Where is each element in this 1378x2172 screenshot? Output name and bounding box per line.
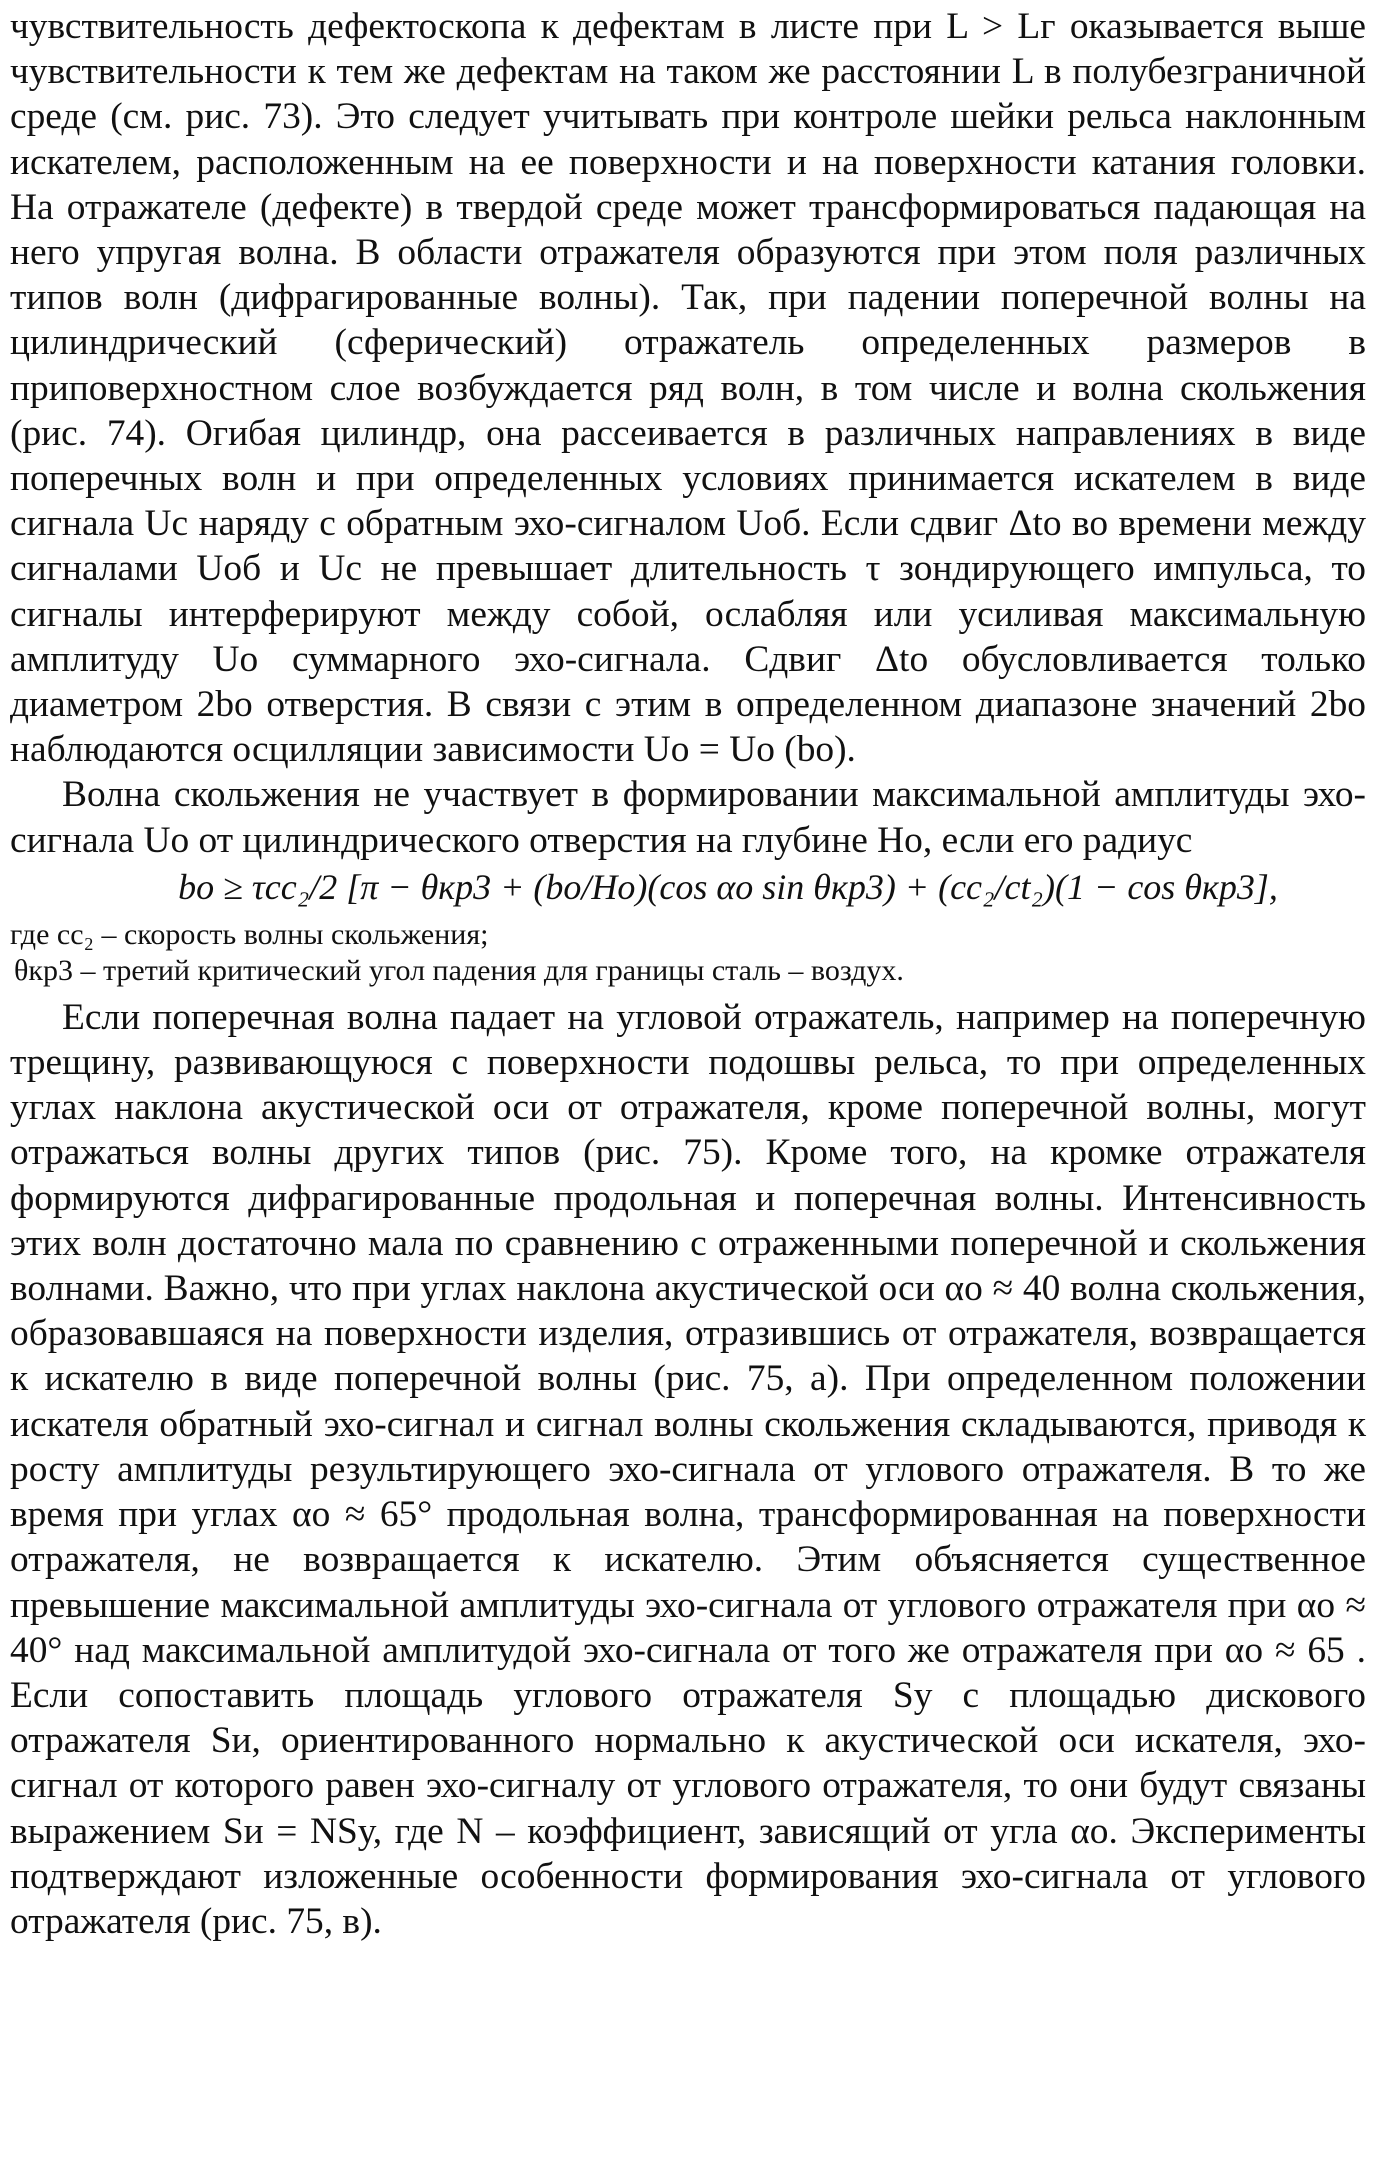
paragraph-3: Если поперечная волна падает на угловой отражатель, например на поперечную трещину, развивающуюся с поверхности подошвы рельса, то при определенных углах наклона акустической оси от отражателя, кроме поперечной волны, могут отражаться волны других типов (рис. 75). Кроме того, на кромке отражателя формируются дифрагированные продольная и поперечная волны. Интенсивность этих волн достаточно мала по сравнению с отраженными поперечной и скольжения волнами. Важно, что при углах наклона акустической оси αо ≈ 40 волна скольжения, образовавшаяся на поверхности изделия, отразившись от отражателя, возвращается к искателю в виде поперечной волны (рис. 75, а). При определенном положении искателя обратный эхо-сигнал и сигнал волны скольжения складываются, приводя к росту амплитуды результирующего эхо-сигнала от углового отражателя. В то же время при углах αо ≈ 65° продольная волна, трансформированная на поверхности отражателя, не возвращается к искателю. Этим объясняется существенное превышение максимальной амплитуды эхо-сигнала от углового отражателя при αо ≈ 40° над максимальной амплитудой эхо-сигнала от того же отражателя при αо ≈ 65 . Если сопоставить площадь углового отражателя Sу с площадью дискового отражателя Sи, ориентированного нормально к акустической оси искателя, эхо-сигнал от которого равен эхо-сигналу от углового отражателя, то они будут связаны выражением Sи = NSу, где N – коэффициент, зависящий от угла αо. Эксперименты подтверждают изложенные особенности формирования эхо-сигнала от углового отражателя (рис. 75, в). [10,996,1366,1942]
definition-cc2: где cc₂ – скорость волны скольжения; [10,917,489,951]
formula-definitions [10,917,1366,989]
paragraph-1: чувствительность дефектоскопа к дефектам в листе при L > Lг оказывается выше чувствительности к тем же дефектам на таком же расстоянии L в полубезграничной среде (см. рис. 73). Это следует учитывать при контроле шейки рельса наклонным искателем, расположенным на ее поверхности и на поверхности катания головки. На отражателе (дефекте) в твердой среде может трансформироваться падающая на него упругая волна. В области отражателя образуются при этом поля различных типов волн (дифрагированные волны). Так, при падении поперечной волны на цилиндрический (сферический) отражатель определенных размеров в приповерхностном слое возбуждается ряд волн, в том числе и волна скольжения (рис. 74). Огибая цилиндр, она рассеивается в различных направлениях в виде поперечных волн и при определенных условиях принимается искателем в виде сигнала Uс наряду с обратным эхо-сигналом Uоб. Если сдвиг Δtо во времени между сигналами Uоб и Uс не превышает длительность τ зондирующего импульса, то сигналы интерферируют между собой, ослабляя или усиливая максимальную амплитуду Uо суммарного эхо-сигнала. Сдвиг Δtо обусловливается только диаметром 2bо отверстия. В связи с этим в определенном диапазоне значений 2bо наблюдаются осцилляции зависимости Uо = Uо (bо). [10,6,1366,771]
paragraph-2: Волна скольжения не участвует в формировании максимальной амплитуды эхо-сигнала Uо от цилиндрического отверстия на глубине Hо, если его радиус [10,774,1366,861]
formula: bо ≥ τcc₂/2 [π − θкр3 + (bо/Hо)(cos αо sin θкр3) + (cc₂/ct₂)(1 − cos θкр3], [178,866,1278,907]
definition-theta: θкр3 – третий критический угол падения для границы сталь – воздух. [14,953,904,987]
